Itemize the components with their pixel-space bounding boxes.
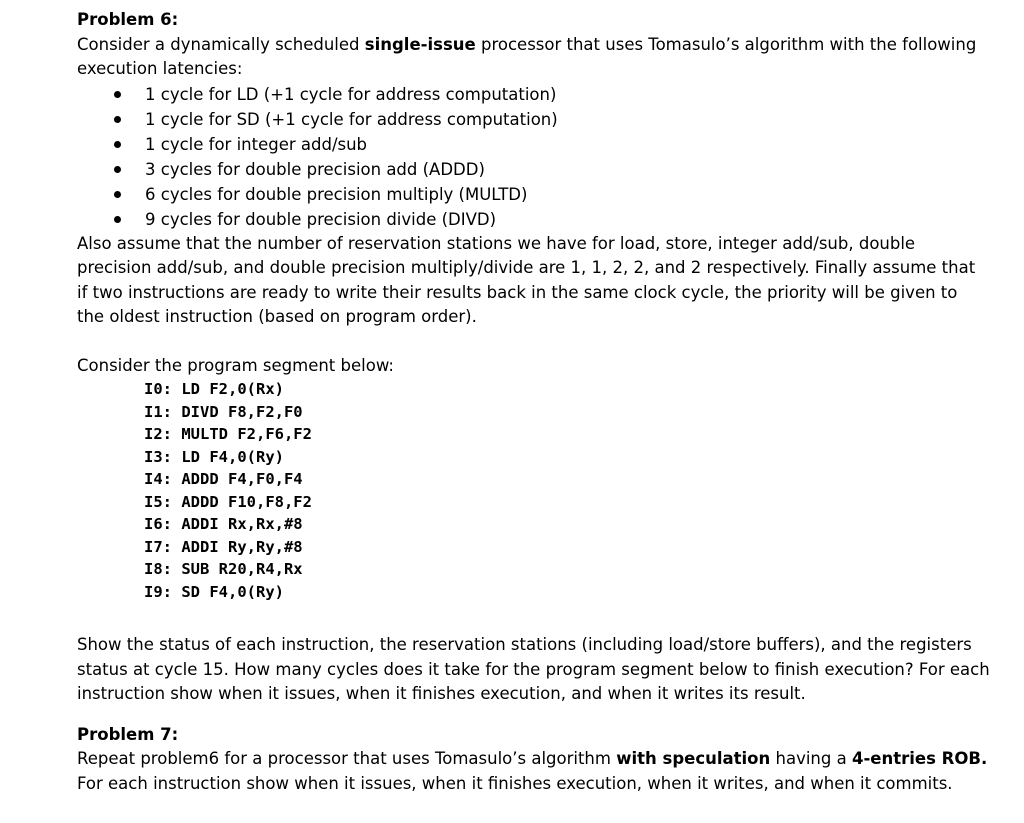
intro-text: processor that uses Tomasulo’s algorithm with the following [475,34,977,54]
code-line: I2: MULTD F2,F6,F2 [144,425,312,443]
intro-text: Consider a dynamically scheduled [77,34,365,54]
problem-6-intro-line-1 [77,33,977,58]
code-line: I4: ADDD F4,F0,F4 [144,470,303,488]
latency-text: 9 cycles for double precision divide (DIVD) [145,209,497,229]
bullet-icon [114,191,121,198]
question-line-1: Show the status of each instruction, the reservation stations (including load/store buffers), and the registers [77,635,972,654]
question-line-2: status at cycle 15. How many cycles does it take for the program segment below to finish execution? For each [77,659,990,679]
program-intro: Consider the program segment below: [77,355,394,375]
code-line: I8: SUB R20,R4,Rx [144,560,303,578]
bullet-icon [114,141,121,148]
document-content [77,8,990,796]
latency-text: 1 cycle for SD (+1 cycle for address computation) [145,109,558,129]
code-line: I1: DIVD F8,F2,F0 [144,402,303,421]
problem-6-title: Problem 6: [77,10,179,29]
latency-text: 3 cycles for double precision add (ADDD) [145,159,485,179]
latency-item [77,157,967,182]
problem-7-line-1 [77,747,988,772]
code-line: I9: SD F4,0(Ry) [144,582,284,601]
p7-emphasis: 4-entries ROB. [851,749,988,768]
latency-text: 6 cycles for double precision multiply (MULTD) [145,184,528,204]
code-line: I6: ADDI Rx,Rx,#8 [144,515,303,533]
latency-text: 1 cycle for LD (+1 cycle for address computation) [145,84,557,104]
code-line: I7: ADDI Ry,Ry,#8 [144,537,303,556]
bullet-icon [114,166,121,173]
assumption-line-3: if two instructions are ready to write their results back in the same clock cycle, the priority will be given to [77,282,958,302]
latency-list [77,82,967,232]
latency-item [77,107,967,132]
program-listing [77,378,967,603]
bullet-icon [114,116,121,123]
latency-item [77,207,967,232]
latency-item [77,132,967,157]
assumption-line-2: precision add/sub, and double precision multiply/divide are 1, 1, 2, 2, and 2 respectively. Finally assume that [77,258,976,277]
question-line-3: instruction show when it issues, when it finishes execution, and when it writes its result. [77,684,806,703]
code-line: I3: LD F4,0(Ry) [144,447,284,466]
p7-text: Repeat problem6 for a processor that uses Tomasulo’s algorithm [77,749,617,768]
latency-item [77,182,967,207]
problem-7-line-2: For each instruction show when it issues, when it finishes execution, when it writes, and when it commits. [77,773,953,793]
latency-text: 1 cycle for integer add/sub [145,134,368,154]
bullet-icon [114,91,121,98]
latency-item [77,82,967,107]
bullet-icon [114,216,121,223]
assumption-line-1: Also assume that the number of reservation stations we have for load, store, integer add/sub, double [77,233,916,253]
code-line: I0: LD F2,0(Rx) [144,380,284,398]
assumption-line-4: the oldest instruction (based on program order). [77,307,477,326]
code-line: I5: ADDD F10,F8,F2 [144,492,312,511]
p7-emphasis: with speculation [616,749,771,768]
problem-7-title: Problem 7: [77,724,179,744]
p7-text: having a [770,749,852,768]
problem-6-intro-line-2: execution latencies: [77,59,243,78]
intro-emphasis: single-issue [364,34,476,54]
